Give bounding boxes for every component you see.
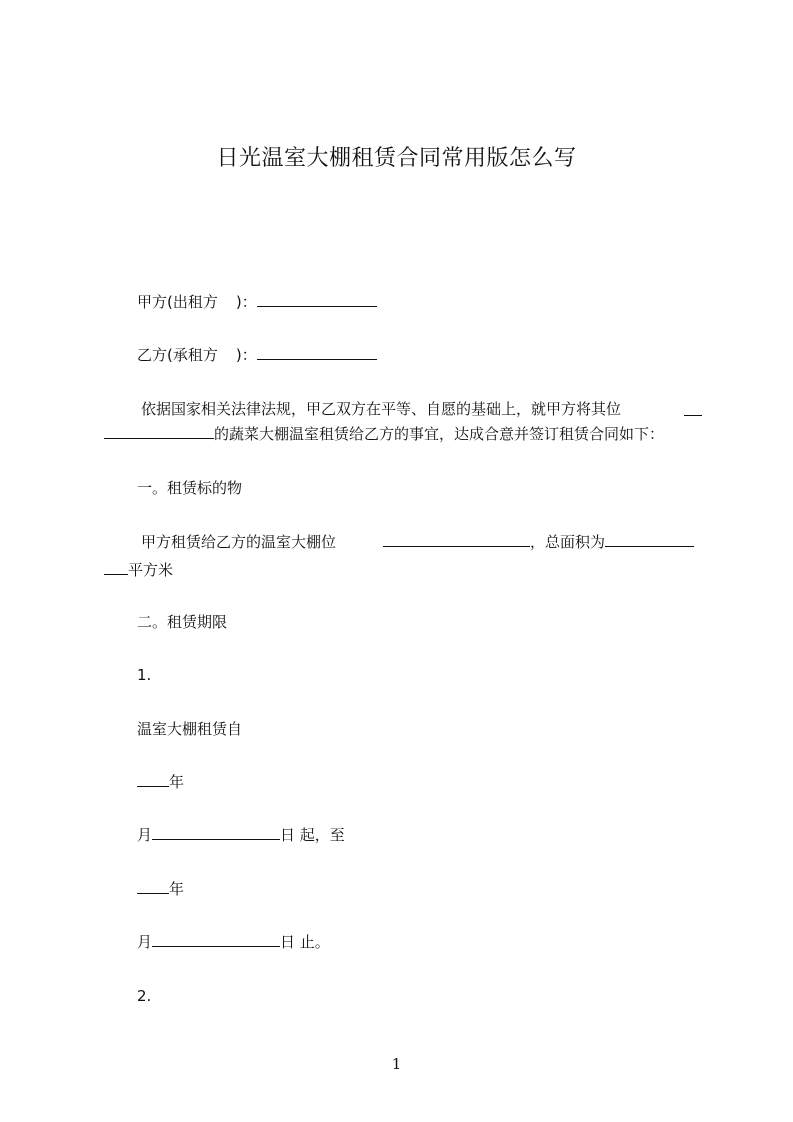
end-month-label: 月 (137, 933, 153, 951)
party-a-label: 甲方(出租方 (137, 293, 218, 311)
intro-text-2: 的蔬菜大棚温室租赁给乙方的事宜，达成合意并签订租赁合同如下： (214, 425, 665, 443)
intro-line-2 (104, 424, 664, 444)
party-b-label: 乙方(承租方 (137, 346, 218, 364)
end-year-blank (137, 879, 169, 894)
lease-from-text: 温室大棚租赁自 (137, 720, 243, 738)
page-number: 1 (391, 1055, 402, 1073)
section-1-text-c: 平方米 (128, 561, 174, 579)
document-title: 日光温室大棚租赁合同常用版怎么写 (216, 146, 577, 171)
section-1-line-1 (141, 532, 336, 552)
end-month-blank (152, 932, 280, 947)
section-1-heading: 一。租赁标的物 (137, 479, 243, 497)
start-month-blank (152, 825, 280, 840)
section-2-heading: 二。租赁期限 (137, 613, 228, 631)
party-b-blank (257, 345, 377, 360)
intro-blank-a (684, 401, 702, 416)
end-year-label: 年 (169, 880, 185, 898)
section-1-text-b: ，总面积为 (530, 533, 606, 551)
party-b-line (137, 345, 377, 365)
start-year-label: 年 (169, 773, 185, 791)
start-month-line (137, 825, 345, 845)
start-month-label: 月 (137, 826, 153, 844)
end-year-line (137, 879, 184, 899)
location-blank (383, 532, 530, 547)
section-1-line-2 (104, 560, 173, 580)
party-a-line (137, 292, 377, 312)
intro-line-1 (141, 399, 621, 419)
party-a-blank (257, 292, 377, 307)
start-year-blank (137, 772, 169, 787)
area-blank-b (104, 560, 128, 575)
section-1-line-1b (383, 532, 694, 552)
intro-blank-b (104, 424, 214, 439)
start-year-line (137, 772, 184, 792)
section-1-text-a: 甲方租赁给乙方的温室大棚位 (141, 533, 337, 551)
party-b-suffix: )： (235, 346, 257, 364)
party-a-suffix: )： (235, 293, 257, 311)
start-day-label: 日 起，至 (280, 826, 345, 844)
item-2-number: 2. (137, 987, 152, 1005)
area-blank-a (605, 532, 694, 547)
end-month-line (137, 932, 330, 952)
intro-text-1: 依据国家相关法律法规，甲乙双方在平等、自愿的基础上，就甲方将其位 (141, 400, 622, 418)
item-1-number: 1. (137, 666, 152, 684)
end-day-label: 日 止。 (280, 933, 330, 951)
